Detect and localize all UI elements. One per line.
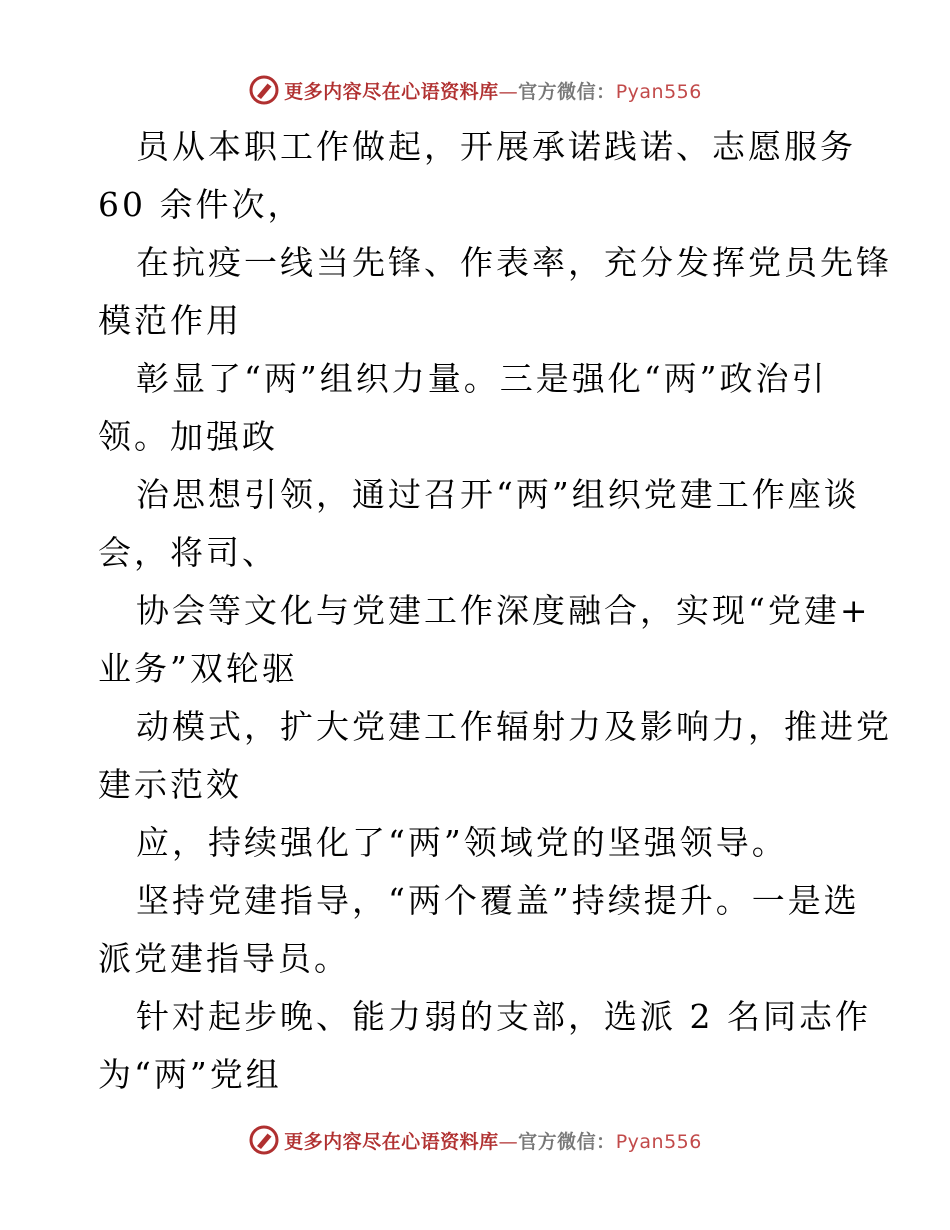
text-line: 动模式，扩大党建工作辐射力及影响力，推进党: [136, 707, 892, 746]
text-line: 60 余件次，: [98, 185, 304, 224]
brand-logo-icon: [248, 74, 280, 106]
text-line: 坚持党建指导，“两个覆盖”持续提升。一是选: [136, 881, 860, 920]
watermark-separator: —: [498, 1130, 519, 1153]
text-line: 协会等文化与党建工作深度融合，实现“党建+: [136, 591, 871, 630]
watermark-text: [284, 77, 702, 104]
watermark-site: 更多内容尽在心语资料库: [284, 1130, 499, 1153]
text-line: 在抗疫一线当先锋、作表率，充分发挥党员先锋: [136, 243, 892, 282]
footer-watermark: [0, 1120, 950, 1160]
brand-logo-icon: [248, 1124, 280, 1156]
document-body: [98, 118, 892, 1104]
text-line: 为“两”党组: [98, 1055, 282, 1094]
text-line: 领。加强政: [98, 417, 278, 456]
watermark-account: Pyan556: [615, 80, 702, 103]
text-line: 治思想引领，通过召开“两”组织党建工作座谈: [136, 475, 860, 514]
text-line: 建示范效: [98, 765, 242, 804]
text-line: 员从本职工作做起，开展承诺践诺、志愿服务: [136, 127, 856, 166]
text-line: 彰显了“两”组织力量。三是强化“两”政治引: [136, 359, 828, 398]
text-line: 派党建指导员。: [98, 939, 350, 978]
watermark-site: 更多内容尽在心语资料库: [284, 80, 499, 103]
watermark-text: [284, 1127, 702, 1154]
watermark-account: Pyan556: [615, 1130, 702, 1153]
text-line: 应，持续强化了“两”领域党的坚强领导。: [136, 823, 788, 862]
watermark-label: 官方微信：: [518, 1130, 616, 1153]
header-watermark: [0, 70, 950, 110]
watermark-label: 官方微信：: [518, 80, 616, 103]
text-line: 业务”双轮驱: [98, 649, 298, 688]
text-line: 模范作用: [98, 301, 242, 340]
text-line: 针对起步晚、能力弱的支部，选派 2 名同志作: [136, 997, 871, 1036]
text-line: 会，将司、: [98, 533, 278, 572]
watermark-separator: —: [498, 80, 519, 103]
